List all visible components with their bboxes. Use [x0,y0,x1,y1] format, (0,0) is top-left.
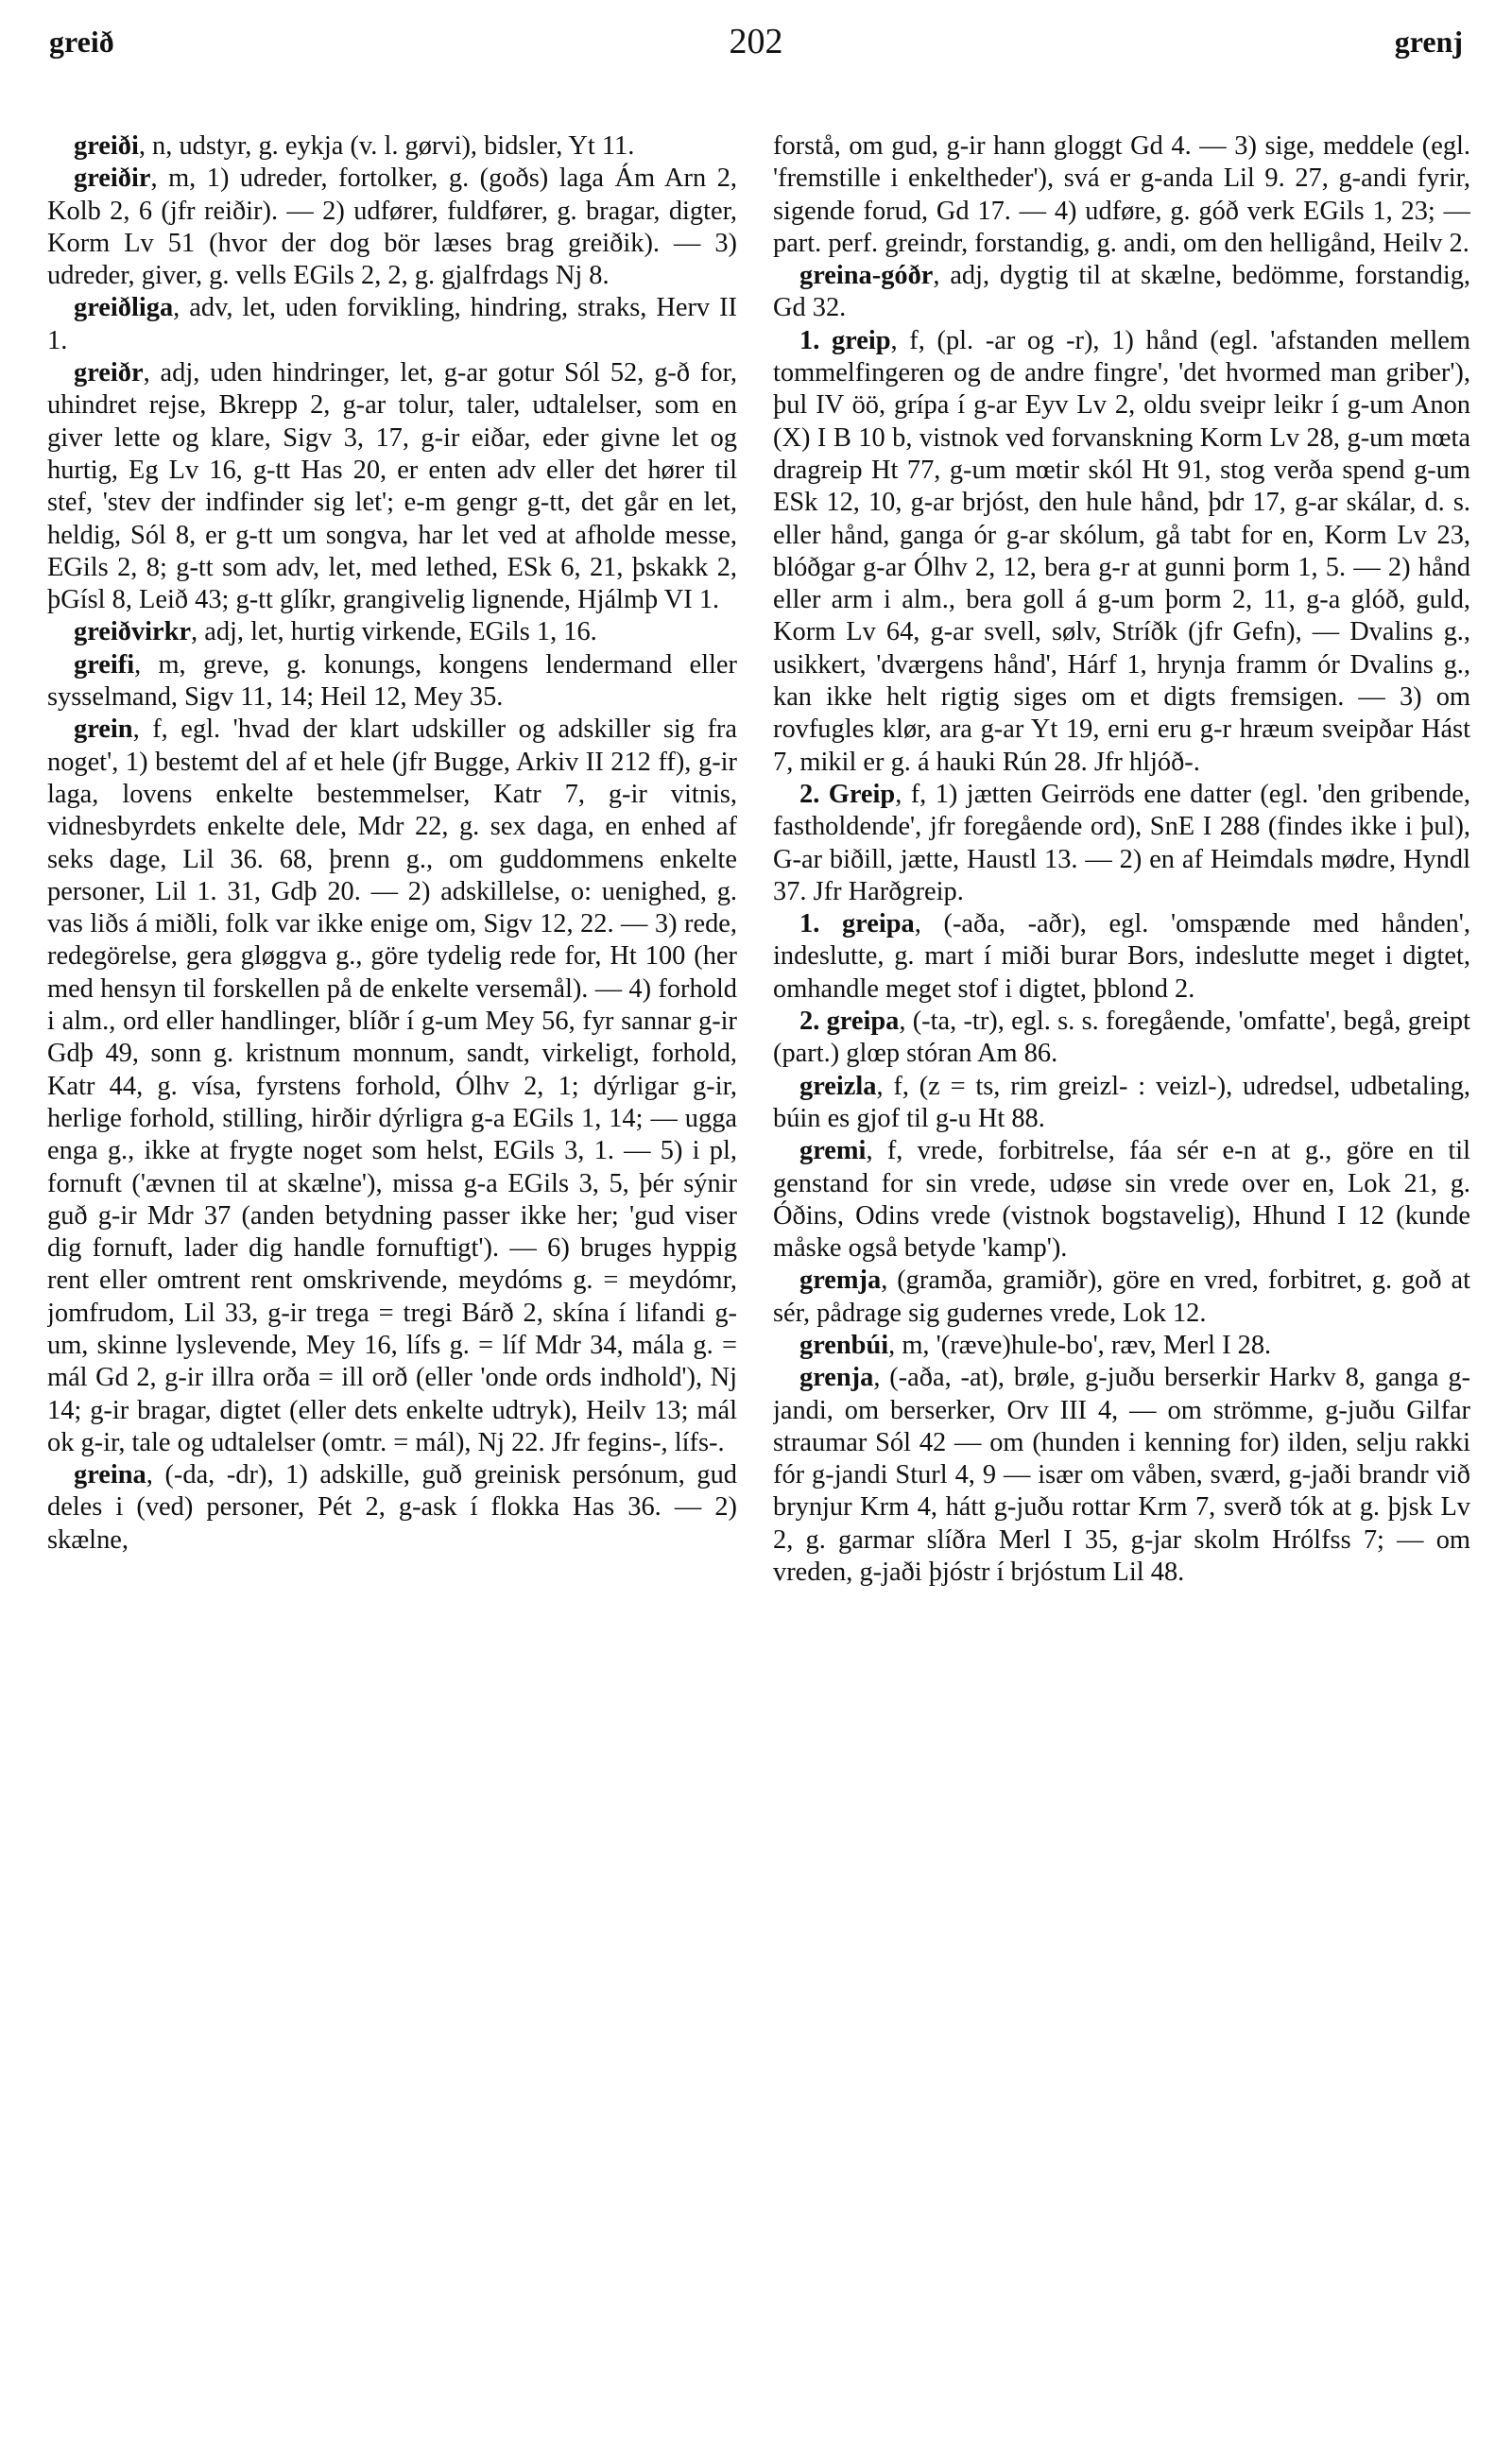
dictionary-entry [47,292,737,357]
entry-headword: greiðvirkr [74,617,192,647]
entry-body: , (gramða, gramiðr), göre en vred, forbitret, g. goð at sér, pådrage sig gudernes vrede, Lok 12. [773,1265,1470,1328]
entry-body: , f, (z = ts, rim greizl- : veizl-), udredsel, udbetaling, búin es gjof til g-u Ht 88. [773,1071,1470,1133]
entry-headword: 2. Greip [799,779,896,809]
entry-body: , adv, let, uden forvikling, hindring, straks, Herv II 1. [47,293,737,355]
dictionary-entry [773,1006,1470,1071]
entry-body: , adj, uden hindringer, let, g-ar gotur Sól 52, g-ð for, uhindret rejse, Bkrepp 2, g-ar tolur, taler, udtalelser, som en giver lette og klare, Sigv 3, 17, g-ir eiðar, eder givne let og hurtig, Eg Lv 16, g-tt Has 20, er enten adv eller det hører til stef, 'stev der indfinder sig let'; e-m gengr g-tt, det går en let, heldig, Sól 8, er g-tt um songva, har let ved at afholde messe, EGils 2, 8; g-tt som adv, let, med lethed, ESk 6, 21, þskakk 2, þGísl 8, Leið 43; g-tt glíkr, grangivelig lignende, Hjálmþ VI 1. [47,358,737,615]
entry-body: , adj, let, hurtig virkende, EGils 1, 16. [191,617,597,647]
dictionary-entry [47,714,737,1459]
page-header [40,11,1472,70]
entry-headword: greifi [74,649,135,680]
entry-headword: greiðir [74,164,151,194]
dictionary-entry [47,649,737,714]
dictionary-entry [47,1459,737,1557]
dictionary-entry [773,1135,1470,1265]
entry-body: , (-ta, -tr), egl. s. s. foregående, 'omfatte', begå, greipt (part.) glœp stóran Am 86. [773,1007,1470,1069]
entry-headword: grenja [799,1363,874,1393]
entry-body: forstå, om gud, g-ir hann gloggt Gd 4. — 3) sige, meddele (egl. 'fremstille i enkeltheder'), svá er g-anda Lil 9. 27, g-andi fyrir, sigende forud, Gd 17. — 4) udføre, g. góð verk EGils 1, 23; — part. perf. greindr, forstandig, g. andi, om den helligånd, Heilv 2. [773,131,1470,258]
entry-headword: 2. greipa [799,1007,900,1037]
entry-headword: gremi [799,1136,867,1166]
dictionary-entry-continued [773,130,1470,260]
entry-body: , adj, dygtig til at skælne, bedömme, forstandig, Gd 32. [773,261,1470,323]
entry-headword: greiðliga [74,293,174,323]
running-head-right: grenj [1394,25,1463,59]
entry-headword: greizla [799,1071,877,1101]
entry-headword: 1. greipa [799,909,915,939]
entry-body: , f, egl. 'hvad der klart udskiller og adskiller sig fra noget', 1) bestemt del af et hele (jfr Bugge, Arkiv II 212 ff), g-ir laga, lovens enkelte bestemmelser, Katr 7, g-ir vitnis, vidnesbyrdets enkelte dele, Mdr 22, g. sex daga, en enhed af seks dage, Lil 36. 68, þrenn g., om guddommens enkelte personer, Lil 1. 31, Gdþ 20. — 2) adskillelse, o: uenighed, g. vas liðs á miðli, folk var ikke enige om, Sigv 12, 22. — 3) rede, redegörelse, gera gløggva g., göre tydelig rede for, Ht 100 (her med hensyn til forskellen på de enkelte versemål). — 4) forhold i alm., ord eller handlinger, blíðr í g-um Mey 56, fyr sannar g-ir Gdþ 49, sonn g. kristnum monnum, sandt, virkeligt, forhold, Katr 44, g. vísa, fyrstens forhold, Ólhv 2, 1; dýrligar g-ir, herlige forhold, stilling, hirðir dýrligra g-a EGils 1, 14; — ugga enga g., ikke at frygte noget som helst, EGils 3, 1. — 5) i pl, fornuft ('ævnen til at skælne'), missa g-a EGils 3, 5, þér sýnir guð g-ir Mdr 37 (anden betydning passer ikke her; 'gud viser dig fornuft, lader dig handle fornuftigt'). — 6) bruges hyppig rent eller omtrent rent omskrivende, meydóms g. = meydómr, jomfrudom, Lil 33, g-ir trega = tregi Bárð 2, skína í lifandi g-um, skinne lyslevende, Mey 16, lífs g. = líf Mdr 34, mála g. = mál Gd 2, g-ir illra orða = ill orð (eller 'onde ords indhold'), Nj 14; g-ir bragar, digtet (eller dets enkelte udtryk), Heilv 13; mál ok g-ir, tale og udtalelser (omtr. = mál), Nj 22. Jfr fegins-, lífs-. [47,714,737,1457]
entry-body: , m, '(ræve)hule-bo', ræv, Merl I 28. [888,1330,1272,1360]
entry-headword: grenbúi [799,1330,889,1360]
dictionary-entry [773,908,1470,1006]
dictionary-entry [773,1265,1470,1330]
dictionary-entry [773,260,1470,325]
entry-headword: greiðr [74,358,144,388]
entry-body: , (-aða, -at), brøle, g-juðu berserkir Harkv 8, ganga g-jandi, om berserker, Orv III 4, — om strömme, g-juðu Gilfar straumar Sól 42 — om (hunden i kenning for) ilden, selju rakki fór g-jandi Sturl 4, 9 — især om våben, sværd, g-jaði brandr við brynjur Krm 4, hátt g-juðu rottar Krm 7, sverð tók at g. þjsk Lv 2, g. garmar slíðra Merl I 35, g-jar skolm Hrólfss 7; — om vreden, g-jaði þjóstr í brjóstum Lil 48. [773,1363,1470,1588]
entry-body: , n, udstyr, g. eykja (v. l. gørvi), bidsler, Yt 11. [138,131,635,161]
dictionary-entry [773,1330,1470,1362]
entry-body: , f, vrede, forbitrelse, fáa sér e-n at g., göre en til genstand for sin vrede, udøse sin vrede over en, Lok 21, g. Óðins, Odins vrede (vistnok bogstavelig), Hhund I 12 (kunde måske også betyde 'kamp'). [773,1136,1470,1264]
running-head-left: greið [49,25,114,59]
right-column [773,130,1470,2436]
entry-body: , m, 1) udreder, fortolker, g. (goðs) laga Ám Arn 2, Kolb 2, 6 (jfr reiðir). — 2) udfører, fuldfører, g. bragar, digter, Korm Lv 51 (hvor der dog bör læses brag greiðik). — 3) udreder, giver, g. vells EGils 2, 2, g. gjalfrdags Nj 8. [47,164,737,291]
dictionary-entry [773,1362,1470,1589]
entry-headword: greina-góðr [799,261,934,291]
entry-headword: greiði [74,131,139,161]
dictionary-entry [47,616,737,648]
dictionary-entry [47,163,737,292]
entry-headword: 1. greip [799,325,891,355]
entry-headword: gremja [799,1265,882,1296]
entry-body: , (-aða, -aðr), egl. 'omspænde med hånden', indeslutte, g. mart í miði burar Bors, indeslutte meget i digtet, omhandle meget stof i digtet, þblond 2. [773,909,1470,1004]
entry-body: , (-da, -dr), 1) adskille, guð greinisk persónum, gud deles i (ved) personer, Pét 2, g-ask í flokka Has 36. — 2) skælne, [47,1460,737,1555]
left-column [47,130,737,2436]
entry-headword: greina [74,1460,146,1490]
entry-body: , m, greve, g. konungs, kongens lendermand eller sysselmand, Sigv 11, 14; Heil 12, Mey 35. [47,649,737,713]
dictionary-entry [773,325,1470,779]
dictionary-entry [773,779,1470,908]
page-number: 202 [729,22,783,61]
dictionary-entry [47,357,737,616]
entry-body: , f, 1) jætten Geirröds ene datter (egl. 'den gribende, fastholdende', jfr foregående ord), SnE I 288 (findes ikke i þul), G-ar biðill, jætte, Haustl 13. — 2) en af Heimdals mødre, Hyndl 37. Jfr Harðgreip. [773,779,1470,906]
entry-body: , f, (pl. -ar og -r), 1) hånd (egl. 'afstanden mellem tommelfingeren og de andre fingre', 'det hvormed man griber'), þul IV öö, grípa í g-ar Eyv Lv 2, oldu sveipr leikr í g-um Anon (X) I B 10 b, vistnok ved forvanskning Korm Lv 28, g-um mœta dragreip Ht 77, g-um mœtir skól Ht 91, stog verða spend g-um ESk 12, 10, g-ar brjóst, den hule hånd, þdr 17, g-ar skálar, d. s. eller hånd, ganga ór g-ar skólum, gå tabt for en, Korm Lv 23, blóðgar g-ar Ólhv 2, 12, bera g-r at gunni þorm 1, 5. — 2) hånd eller arm i alm., bera goll á g-um þorm 2, 11, g-a glóð, guld, Korm Lv 64, g-ar svell, sølv, Stríðk (jfr Gefn), — Dvalins g., usikkert, 'dværgens hånd', Hárf 1, hrynja framm ór Dvalins g., kan ikke helt rigtig siges om et digts fremsigen. — 3) om rovfugles klør, ara g-ar Yt 19, erni eru g-r hræum sveipðar Hást 7, mikil er g. á hauki Rún 28. Jfr hljóð-. [773,325,1470,777]
dictionary-entry [47,130,737,163]
dictionary-entry [773,1071,1470,1136]
entry-headword: grein [74,714,133,745]
